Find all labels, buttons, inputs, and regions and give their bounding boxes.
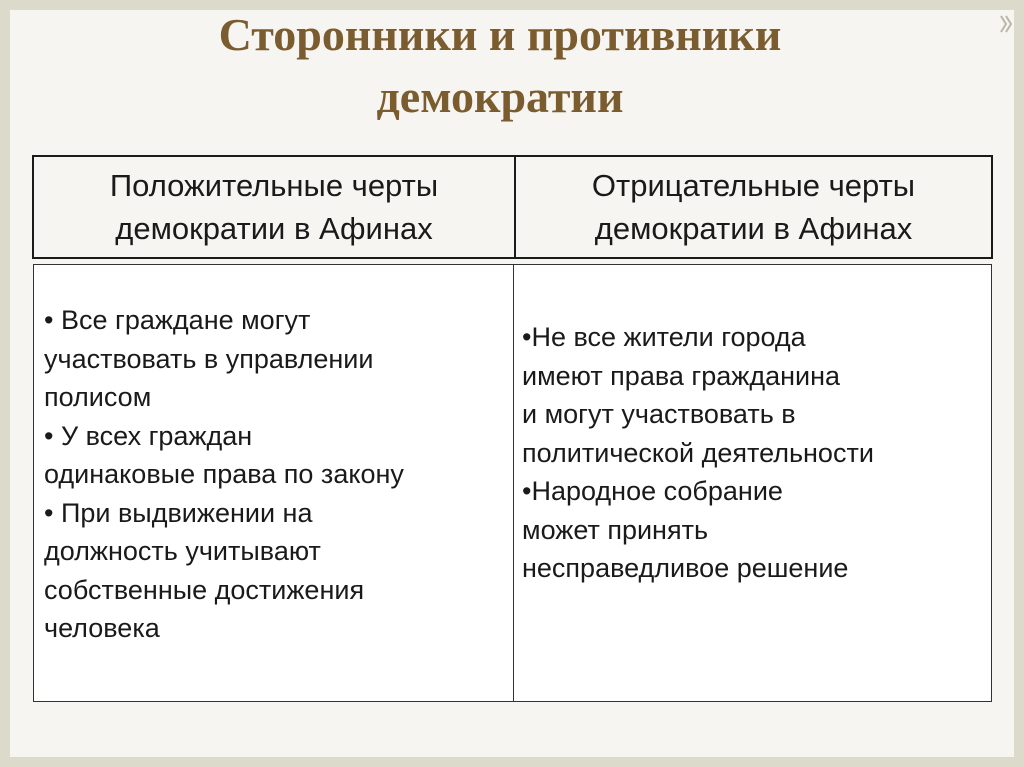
negative-item: •Народное собрание может принять несправедливое решение [522,476,849,583]
corner-decoration-icon [999,14,1013,34]
table-body-row [33,264,992,702]
negative-item: •Не все жители города имеют права гражданина и могут участвовать в политической деятельности [522,322,874,468]
table-header-row [32,155,993,259]
title-line-1: Сторонники и противники [218,9,782,60]
positive-item: • У всех граждан одинаковые права по закону [44,420,404,489]
slide-title [80,4,920,128]
header-negative-label: Отрицательные черты демократии в Афинах [591,168,916,246]
title-line-2: демократии [376,71,624,122]
negative-features-cell [514,265,991,701]
header-positive-label: Положительные черты демократии в Афинах [109,168,439,246]
header-positive [34,157,516,257]
positive-item: • Все граждане могут участвовать в управлении полисом [44,305,374,412]
positive-features-cell [34,265,514,701]
header-negative [516,157,991,257]
positive-item: • При выдвижении на должность учитывают собственные достижения человека [44,497,365,643]
